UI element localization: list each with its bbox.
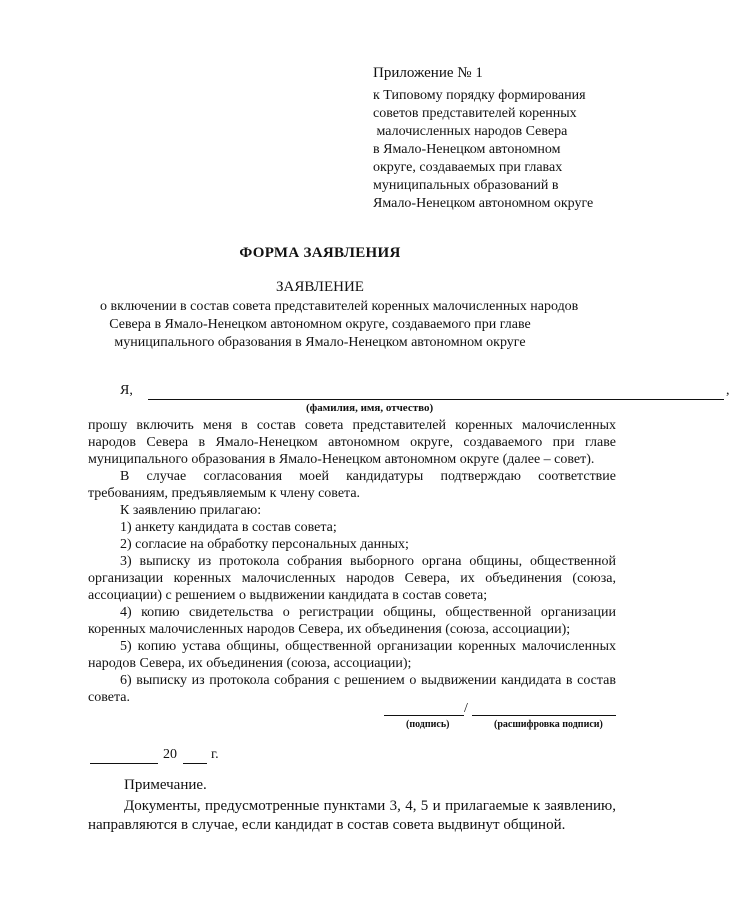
appendix-block [373,64,628,213]
application-body [88,417,616,706]
date-row [90,747,250,767]
attachment-item: 3) выписку из протокола собрания выборного органа общины, общественной организации коренных малочисленных народов Севера, их объединения (союза, ассоциации) с решением о выдвижении кандидата в состав совета; [88,554,616,603]
attachment-item: 6) выписку из протокола собрания с решением о выдвижении кандидата в состав совета. [88,673,616,705]
applicant-name-field[interactable] [148,399,724,400]
signature-caption: (подпись) [406,719,450,730]
name-suffix: , [726,383,730,398]
appendix-line: к Типовому порядку формирования [373,88,586,103]
note-title: Примечание. [124,777,207,793]
signature-decode-field[interactable] [472,715,616,716]
attachment-item: 4) копию свидетельства о регистрации общины, общественной организации коренных малочисленных народов Севера, их объединения (союза, ассоциации); [88,605,616,637]
appendix-line: малочисленных народов Севера [373,124,568,139]
appendix-line: в Ямало-Ненецком автономном [373,142,561,157]
name-caption: (фамилия, имя, отчество) [306,402,434,414]
attachment-item: 5) копию устава общины, общественной организации коренных малочисленных народов Севера, их объединения (союза, ассоциации); [88,639,616,671]
appendix-line: советов представителей коренных [373,106,577,121]
appendix-line: муниципальных образований в [373,178,559,193]
confirm-paragraph: В случае согласования моей кандидатуры подтверждаю соответствие требованиям, предъявляемым к члену совета. [88,469,616,501]
subtitle-line: Севера в Ямало-Ненецком автономном округе, создаваемого при главе [109,317,531,332]
attachment-item: 1) анкету кандидата в состав совета; [120,520,337,535]
document-title: ЗАЯВЛЕНИЕ [276,279,364,295]
document-subtitle [100,298,579,352]
note-text: Документы, предусмотренные пунктами 3, 4, 5 и прилагаемые к заявлению, направляются в случае, если кандидат в состав совета выдвинут общиной. [88,798,616,833]
form-title: ФОРМА ЗАЯВЛЕНИЯ [239,245,401,261]
date-year-field[interactable] [183,763,207,764]
date-day-month-field[interactable] [90,763,158,764]
subtitle-line: муниципального образования в Ямало-Ненецком автономном округе [114,335,526,350]
appendix-line: Ямало-Ненецком автономном округе [373,196,594,211]
subtitle-line: о включении в состав совета представителей коренных малочисленных народов [100,299,579,314]
signature-block [384,701,616,735]
signature-slash: / [464,701,468,716]
applicant-name-row [120,383,730,403]
attach-intro: К заявлению прилагаю: [120,503,262,518]
appendix-line: округе, создаваемых при главах [373,160,563,175]
appendix-title: Приложение № 1 [373,65,483,81]
date-suffix: г. [211,747,219,762]
date-year-prefix: 20 [163,747,177,762]
signature-field[interactable] [384,715,464,716]
attachment-item: 2) согласие на обработку персональных данных; [120,537,409,552]
signature-decode-caption: (расшифровка подписи) [494,719,603,730]
request-paragraph: прошу включить меня в состав совета представителей коренных малочисленных народов Севера в Ямало-Ненецком автономном округе, создаваемого при главе муниципального образования в Ямало-Ненецком автономном округе (далее – совет). [88,418,616,467]
name-prefix: Я, [120,383,133,398]
